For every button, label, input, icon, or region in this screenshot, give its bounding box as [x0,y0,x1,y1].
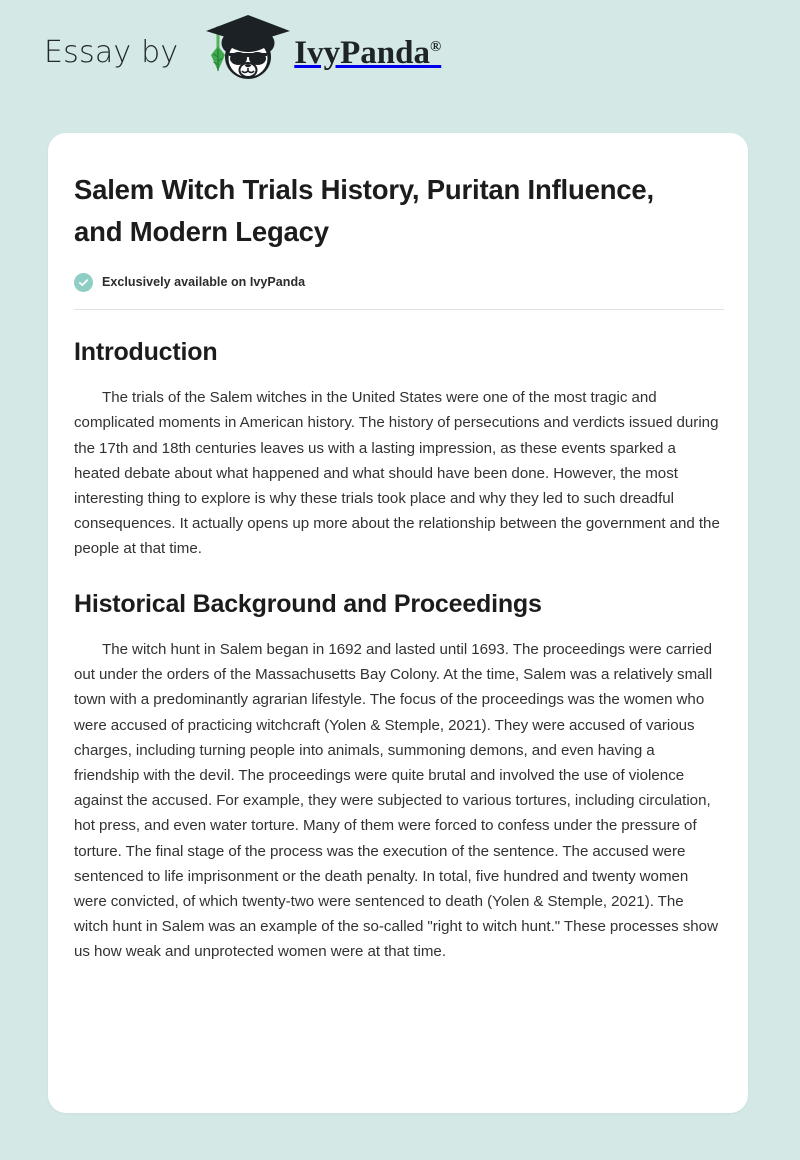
registered-trademark-symbol: ® [430,38,442,55]
section-paragraph-introduction: The trials of the Salem witches in the United States were one of the most tragic and complicated moments in American history. The history of persecutions and verdicts issued during the 17th and 18th centuries leaves us with a lasting impression, as these events sparked a heated debate about what happened and what should have been done. However, the most interesting thing to explore is why these trials took place and why they led to such dreadful consequences. It actually opens up more about the relationship between the government and the people at that time. [74,389,720,558]
section-heading-historical-background: Historical Background and Proceedings [74,589,542,618]
section-paragraph-historical-background: The witch hunt in Salem began in 1692 and lasted until 1693. The proceedings were carried out under the orders of the Massachusetts Bay Colony. At the time, Salem was a relatively small town with a predominantly agrarian lifestyle. The focus of the proceedings was the women who were accused of practicing witchcraft (Yolen & Stemple, 2021). They were accused of various charges, including turning people into animals, summoning demons, and even having a friendship with the devil. The proceedings were quite brutal and involved the use of violence against the accused. For example, they were subjected to various tortures, including circulation, hot press, and even water torture. Many of them were forced to confess under the pressure of torture. The final stage of the process was the execution of the sentence. The accused were sentenced to life imprisonment or the death penalty. In total, five hundred and twenty women were convicted, of which twenty-two were sentenced to death (Yolen & Stemple, 2021). The witch hunt in Salem was an example of the so-called "right to witch hunt." These processes show us how weak and unprotected women were at that time. [74,641,718,961]
document-content [74,133,722,965]
essay-by-label: Essay by [44,35,179,70]
exclusive-availability-badge [74,273,722,292]
badge-label: Exclusively available on IvyPanda [102,274,306,289]
ivypanda-brand-link[interactable] [192,17,441,89]
ivypanda-panda-graduate-logo [192,17,300,89]
essay-document-card [48,133,748,1113]
page-header [0,0,800,72]
brand-name-text: IvyPanda [294,34,431,71]
page-title: Salem Witch Trials History, Puritan Influence, and Modern Legacy [74,174,654,247]
ivypanda-wordmark [294,34,442,71]
check-circle-icon [74,273,93,292]
section-heading-introduction: Introduction [74,337,218,366]
